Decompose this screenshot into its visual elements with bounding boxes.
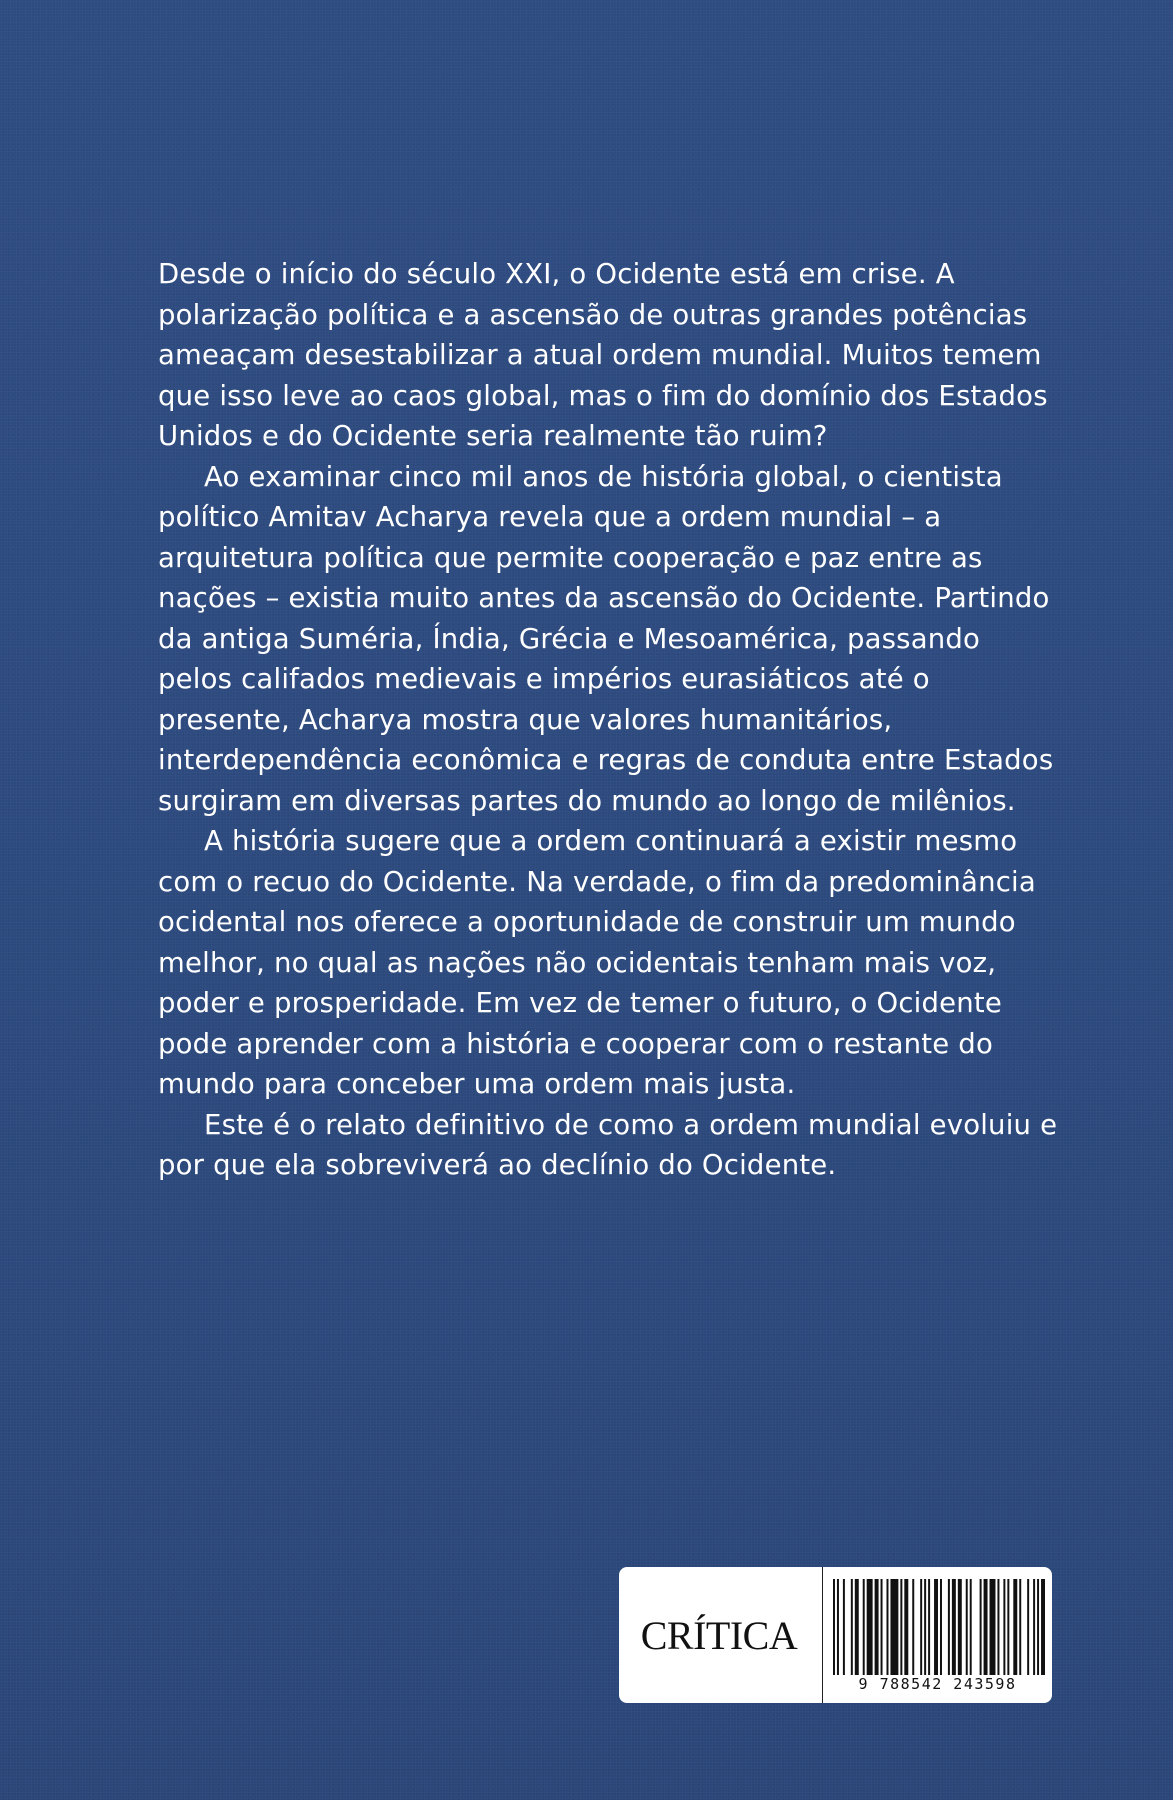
blurb-paragraph-3: A história sugere que a ordem continuará a existir mesmo com o recuo do Ocidente. Na verdade, o fim da predominância ocidental nos oferece a oportunidade de construir um mundo melhor, no qual as nações não ocidentais tenham mais voz, poder e prosperidade. Em vez de temer o futuro, o Ocidente pode aprender com a história e cooperar com o restante do mundo para conceber uma ordem mais justa. (158, 825, 1036, 1100)
barcode-bar (1033, 1579, 1035, 1675)
barcode-bar (1019, 1579, 1021, 1675)
barcode-bar (958, 1579, 962, 1675)
barcode-bar (863, 1579, 865, 1675)
barcode-bar (837, 1579, 839, 1675)
publisher-logo: CRÍTICA (640, 1612, 798, 1658)
barcode-bars (833, 1579, 1045, 1675)
barcode-bar (920, 1579, 922, 1675)
barcode-bar (924, 1579, 926, 1675)
barcode-bar (904, 1579, 908, 1675)
barcode-bar (912, 1579, 914, 1675)
barcode-bar (1027, 1579, 1029, 1675)
barcode-bar (1007, 1579, 1009, 1675)
barcode-bar (984, 1579, 988, 1675)
barcode-bar (900, 1579, 902, 1675)
barcode-bar (1037, 1579, 1039, 1675)
barcode-bar (948, 1579, 950, 1675)
barcode-bar (990, 1579, 996, 1675)
barcode-bar (867, 1579, 873, 1675)
barcode-bar (1003, 1579, 1005, 1675)
barcode-bar (980, 1579, 982, 1675)
barcode (822, 1567, 1052, 1703)
publisher-barcode-label (619, 1567, 1052, 1703)
barcode-bar (833, 1579, 835, 1675)
barcode-bar (952, 1579, 956, 1675)
barcode-bar (928, 1579, 930, 1675)
blurb-paragraph-1: Desde o início do século XXI, o Ocidente está em crise. A polarização política e a ascensão de outras grandes potências ameaçam desestabilizar a atual ordem mundial. Muitos temem que isso leve ao caos global, mas o fim do domínio dos Estados Unidos e do Ocidente seria realmente tão ruim? (158, 258, 1048, 452)
barcode-bar (843, 1579, 845, 1675)
barcode-bar (934, 1579, 938, 1675)
barcode-bar (1041, 1579, 1045, 1675)
barcode-bar (881, 1579, 883, 1675)
barcode-bar (851, 1579, 853, 1675)
barcode-bar (940, 1579, 942, 1675)
barcode-bar (970, 1579, 972, 1675)
back-cover-blurb (158, 254, 1058, 1186)
blurb-paragraph-4: Este é o relato definitivo de como a ordem mundial evoluiu e por que ela sobreviverá ao declínio do Ocidente. (158, 1108, 1058, 1181)
isbn-number: 9 788542 243598 (858, 1675, 1017, 1693)
barcode-bar (890, 1579, 898, 1675)
barcode-bar (886, 1579, 888, 1675)
barcode-bar (966, 1579, 968, 1675)
barcode-bar (855, 1579, 859, 1675)
blurb-paragraph-2: Ao examinar cinco mil anos de história global, o cientista político Amitav Acharya revela que a ordem mundial – a arquitetura política que permite cooperação e paz entre as nações – existia muito antes da ascensão do Ocidente. Partindo da antiga Suméria, Índia, Grécia e Mesoamérica, passando pelos califados medievais e impérios eurasiáticos até o presente, Acharya mostra que valores humanitários, interdependência econômica e regras de conduta entre Estados surgiram em diversas partes do mundo ao longo de milênios. (158, 460, 1054, 817)
barcode-bar (1013, 1579, 1017, 1675)
barcode-bar (997, 1579, 999, 1675)
barcode-bar (875, 1579, 879, 1675)
